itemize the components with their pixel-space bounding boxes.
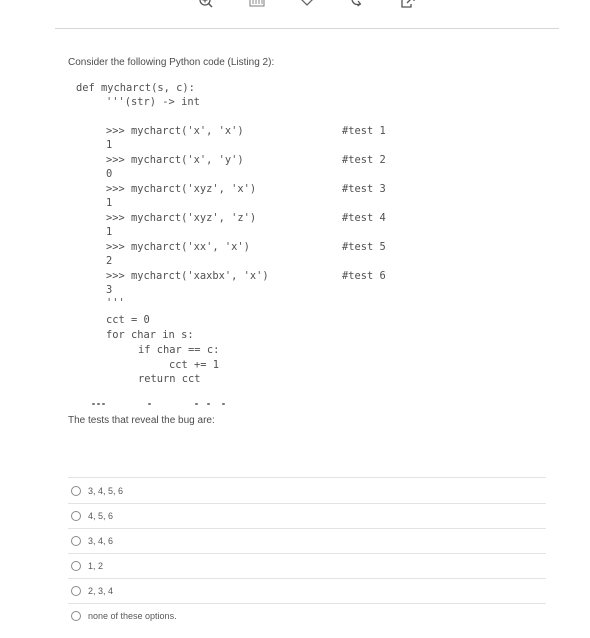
answer-option[interactable]	[68, 553, 546, 578]
code-def-line: def mycharct(s, c):	[76, 82, 195, 94]
code-test-comment: #test 5	[342, 241, 386, 253]
code-test-comment: #test 1	[342, 125, 386, 137]
radio-button[interactable]	[71, 561, 81, 571]
code-test-result: 1	[106, 226, 113, 238]
answer-option[interactable]	[68, 528, 546, 553]
code-test-comment: #test 6	[342, 270, 386, 282]
code-docstring-close: '''	[106, 297, 125, 309]
code-test-call: >>> mycharct('xyz', 'z')	[106, 212, 257, 224]
answer-option[interactable]	[68, 503, 546, 528]
answer-option-label: 4, 5, 6	[88, 510, 114, 521]
code-test-result: 0	[106, 168, 113, 180]
zoom-in-icon[interactable]	[197, 0, 215, 12]
code-test-comment: #test 2	[342, 154, 386, 166]
header-divider	[55, 28, 559, 29]
external-link-icon[interactable]	[399, 0, 417, 12]
answer-option[interactable]	[68, 578, 546, 603]
question-text: Consider the following Python code (Listing 2):	[68, 57, 275, 68]
code-test-result: 3	[106, 284, 113, 296]
code-test-call: >>> mycharct('xyz', 'x')	[106, 183, 257, 195]
code-test-call: >>> mycharct('x', 'x')	[106, 125, 244, 137]
answer-option-label: 1, 2	[88, 560, 104, 571]
toolbar	[0, 0, 590, 14]
code-test-result: 1	[106, 139, 113, 151]
radio-button[interactable]	[71, 486, 81, 496]
checkmark-icon[interactable]	[299, 0, 317, 12]
code-test-result: 1	[106, 197, 113, 209]
prompt-text: The tests that reveal the bug are:	[68, 415, 215, 426]
code-body-line: cct = 0	[106, 314, 150, 326]
code-body-line: for char in s:	[106, 329, 194, 341]
answer-option-label: 3, 4, 5, 6	[88, 485, 124, 496]
cropped-text-fragment	[92, 403, 232, 406]
radio-button[interactable]	[71, 611, 81, 621]
radio-button[interactable]	[71, 586, 81, 596]
answer-option-label: 3, 4, 6	[88, 535, 114, 546]
answer-option-label: 2, 3, 4	[88, 585, 114, 596]
code-body-line: return cct	[138, 373, 201, 385]
code-test-comment: #test 4	[342, 212, 386, 224]
code-test-call: >>> mycharct('xaxbx', 'x')	[106, 270, 269, 282]
radio-button[interactable]	[71, 511, 81, 521]
code-test-call: >>> mycharct('xx', 'x')	[106, 241, 250, 253]
code-test-result: 2	[106, 255, 113, 267]
radio-button[interactable]	[71, 536, 81, 546]
answer-option[interactable]	[68, 478, 546, 503]
code-body-line: cct += 1	[169, 359, 220, 371]
code-body-line: if char == c:	[138, 344, 220, 356]
code-test-call: >>> mycharct('x', 'y')	[106, 154, 244, 166]
answer-option-label: none of these options.	[88, 610, 177, 621]
code-docstring-open: '''(str) -> int	[106, 96, 200, 108]
code-test-comment: #test 3	[342, 183, 386, 195]
archive-icon[interactable]	[248, 0, 266, 12]
refresh-icon[interactable]	[348, 0, 366, 12]
answer-option[interactable]	[68, 603, 546, 628]
